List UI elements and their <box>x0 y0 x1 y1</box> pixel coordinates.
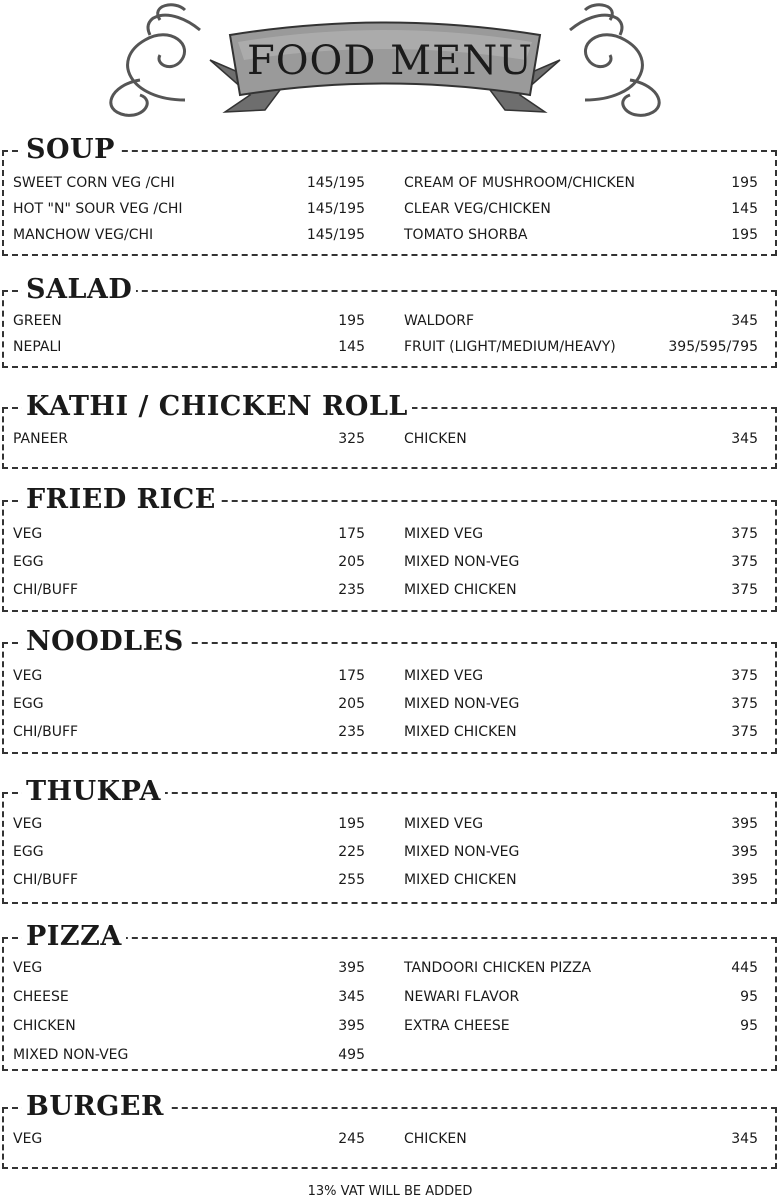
item-name: VEG <box>13 1131 43 1147</box>
item-name: MIXED VEG <box>404 816 484 832</box>
item-price: 445 <box>731 960 758 976</box>
item-name: CHI/BUFF <box>13 724 79 740</box>
item-price: 345 <box>731 313 758 329</box>
item-price: 195 <box>338 313 365 329</box>
item-price: 375 <box>731 554 758 570</box>
item-name: EGG <box>13 696 44 712</box>
item-price: 395 <box>731 816 758 832</box>
section-title: NOODLES <box>22 625 188 659</box>
section-title: BURGER <box>22 1090 168 1124</box>
item-name: MIXED VEG <box>404 526 484 542</box>
item-price: 145 <box>338 339 365 355</box>
item-price: 205 <box>338 554 365 570</box>
item-name: CHI/BUFF <box>13 582 79 598</box>
item-price: 325 <box>338 431 365 447</box>
item-name: MANCHOW VEG/CHI <box>13 227 154 243</box>
section-title: SALAD <box>22 273 136 307</box>
item-name: MIXED VEG <box>404 668 484 684</box>
item-name: HOT "N" SOUR VEG /CHI <box>13 201 183 217</box>
item-name: EGG <box>13 844 44 860</box>
section-title: PIZZA <box>22 920 126 954</box>
item-price: 395 <box>338 960 365 976</box>
item-price: 495 <box>338 1047 365 1063</box>
item-name: TOMATO SHORBA <box>404 227 528 243</box>
item-price: 235 <box>338 724 365 740</box>
item-price: 255 <box>338 872 365 888</box>
item-price: 375 <box>731 696 758 712</box>
item-price: 205 <box>338 696 365 712</box>
item-price: 225 <box>338 844 365 860</box>
item-price: 145/195 <box>306 201 365 217</box>
item-name: EXTRA CHEESE <box>404 1018 510 1034</box>
item-price: 245 <box>338 1131 365 1147</box>
item-price: 145 <box>731 201 758 217</box>
item-name: CHI/BUFF <box>13 872 79 888</box>
section-title: KATHI / CHICKEN ROLL <box>22 390 412 424</box>
item-name: CHEESE <box>13 989 69 1005</box>
section-title: SOUP <box>22 133 119 167</box>
item-name: CLEAR VEG/CHICKEN <box>404 201 551 217</box>
item-price: 95 <box>740 989 758 1005</box>
item-name: CHICKEN <box>404 1131 467 1147</box>
item-name: MIXED CHICKEN <box>404 724 517 740</box>
item-price: 375 <box>731 526 758 542</box>
item-name: MIXED NON-VEG <box>13 1047 129 1063</box>
item-name: VEG <box>13 526 43 542</box>
item-price: 395 <box>731 872 758 888</box>
item-price: 375 <box>731 582 758 598</box>
item-price: 145/195 <box>306 175 365 191</box>
item-price: 395 <box>338 1018 365 1034</box>
item-price: 345 <box>731 431 758 447</box>
item-name: NEPALI <box>13 339 62 355</box>
item-name: SWEET CORN VEG /CHI <box>13 175 175 191</box>
section-title: THUKPA <box>22 775 165 809</box>
item-name: MIXED NON-VEG <box>404 696 520 712</box>
item-price: 95 <box>740 1018 758 1034</box>
item-price: 345 <box>338 989 365 1005</box>
item-name: MIXED CHICKEN <box>404 872 517 888</box>
item-price: 375 <box>731 724 758 740</box>
item-price: 375 <box>731 668 758 684</box>
item-name: TANDOORI CHICKEN PIZZA <box>404 960 592 976</box>
item-name: GREEN <box>13 313 62 329</box>
item-name: CREAM OF MUSHROOM/CHICKEN <box>404 175 635 191</box>
page-title: FOOD MENU <box>247 38 533 84</box>
item-price: 395/595/795 <box>668 339 758 355</box>
item-price: 175 <box>338 668 365 684</box>
item-name: MIXED NON-VEG <box>404 554 520 570</box>
item-name: PANEER <box>13 431 69 447</box>
item-name: VEG <box>13 960 43 976</box>
section-title: FRIED RICE <box>22 483 220 517</box>
item-name: CHICKEN <box>404 431 467 447</box>
item-name: FRUIT (LIGHT/MEDIUM/HEAVY) <box>404 339 616 355</box>
item-price: 195 <box>731 227 758 243</box>
item-name: CHICKEN <box>13 1018 76 1034</box>
item-name: VEG <box>13 668 43 684</box>
item-price: 395 <box>731 844 758 860</box>
item-price: 235 <box>338 582 365 598</box>
item-name: MIXED NON-VEG <box>404 844 520 860</box>
item-name: EGG <box>13 554 44 570</box>
item-price: 345 <box>731 1131 758 1147</box>
item-name: NEWARI FLAVOR <box>404 989 520 1005</box>
item-price: 195 <box>731 175 758 191</box>
item-name: MIXED CHICKEN <box>404 582 517 598</box>
item-price: 195 <box>338 816 365 832</box>
item-price: 145/195 <box>306 227 365 243</box>
item-name: VEG <box>13 816 43 832</box>
vat-note: 13% VAT WILL BE ADDED <box>307 1184 473 1199</box>
item-price: 175 <box>338 526 365 542</box>
item-name: WALDORF <box>404 313 475 329</box>
